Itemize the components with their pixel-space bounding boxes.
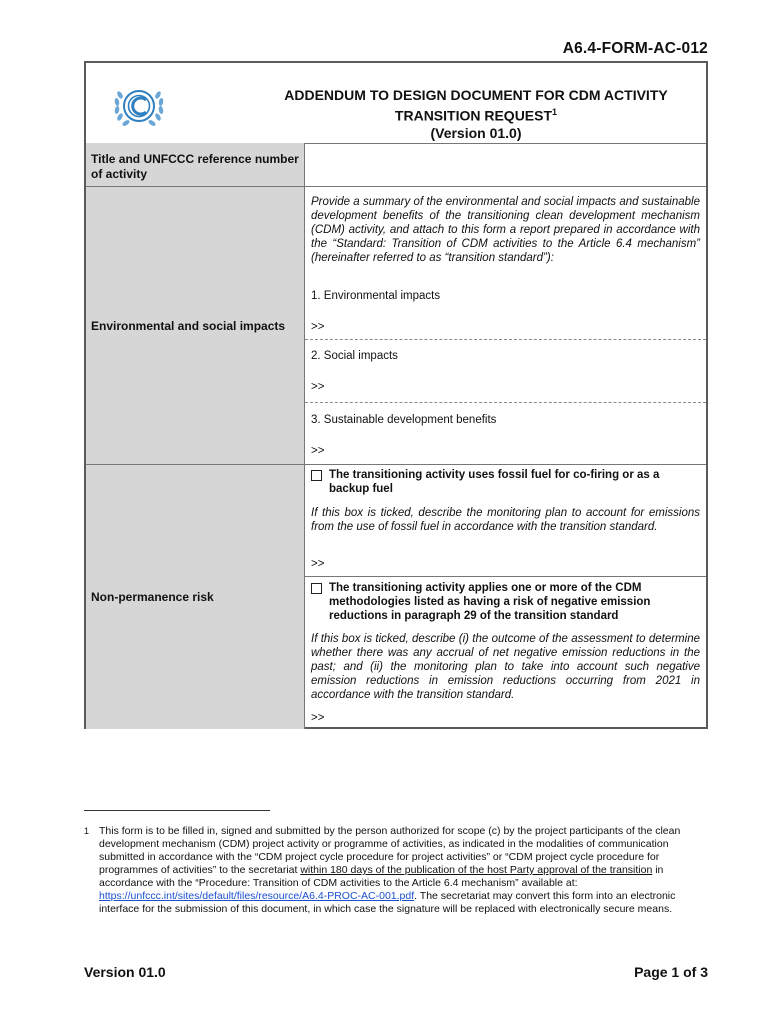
social-impacts-heading: 2. Social impacts xyxy=(311,350,398,362)
page-number: Page 1 of 3 xyxy=(634,964,708,980)
fossil-fuel-checkbox[interactable] xyxy=(311,470,322,481)
negative-emission-input[interactable]: >> xyxy=(311,712,325,724)
fossil-fuel-checkbox-label: The transitioning activity uses fossil fuel for co-firing or as a backup fuel xyxy=(329,469,660,495)
footnote-separator xyxy=(84,810,270,811)
sustainable-development-input[interactable]: >> xyxy=(311,445,325,457)
environmental-impacts-heading: 1. Environmental impacts xyxy=(311,290,441,302)
env-social-label-cell xyxy=(86,187,305,465)
form-version: (Version 01.0) xyxy=(430,124,522,141)
non-permanence-label-cell xyxy=(86,465,305,729)
title-ref-label-cell xyxy=(86,143,305,187)
separator xyxy=(305,402,706,403)
procedure-link[interactable]: https://unfccc.int/sites/default/files/resource/A6.4-PROC-AC-001.pdf xyxy=(99,890,415,902)
footnote-deadline: within 180 days of the publication of the host Party approval of the transition xyxy=(300,864,653,876)
form-title xyxy=(236,87,716,142)
separator xyxy=(305,339,706,340)
sustainable-development-heading: 3. Sustainable development benefits xyxy=(311,414,497,426)
negative-emission-option xyxy=(311,581,700,623)
title-ref-input[interactable] xyxy=(305,143,706,187)
negative-emission-checkbox[interactable] xyxy=(311,583,322,594)
title-line-1: ADDENDUM TO DESIGN DOCUMENT FOR CDM ACTIVITY xyxy=(284,87,668,103)
env-social-label: Environmental and social impacts xyxy=(91,319,286,333)
environmental-impacts-input[interactable]: >> xyxy=(311,321,325,333)
title-line-2: TRANSITION REQUEST xyxy=(394,107,553,124)
non-permanence-cell xyxy=(305,465,706,729)
addendum-form-table xyxy=(84,61,708,729)
footnote xyxy=(84,825,706,916)
fossil-fuel-option xyxy=(311,468,700,496)
negative-emission-checkbox-label: The transitioning activity applies one or more of the CDM methodologies listed as having a risk of negative emission reductions in paragraph 29 of the transition standard xyxy=(329,582,651,622)
form-header xyxy=(86,63,706,144)
social-impacts-input[interactable]: >> xyxy=(311,381,325,393)
negative-emission-instruction: If this box is ticked, describe (i) the outcome of the assessment to determine whether there was any accrual of net negative emission reductions in the past; and (ii) the monitoring plan to take into account such negative emission reductions in emission reductions occurring from 2021 in accordance with the transition standard. xyxy=(311,633,700,701)
env-social-instruction: Provide a summary of the environmental and social impacts and sustainable development benefits of the transitioning clean development mechanism (CDM) activity, and attach to this form a report prepared in accordance with the “Standard: Transition of CDM activities to the Article 6.4 mechanism” (hereinafter referred to as “transition standard”): xyxy=(311,196,700,264)
form-id: A6.4-FORM-AC-012 xyxy=(562,40,708,57)
separator xyxy=(305,576,706,577)
unfccc-logo-icon xyxy=(108,79,170,137)
non-permanence-label: Non-permanence risk xyxy=(91,590,214,604)
footnote-number: 1 xyxy=(84,826,90,836)
footnote-text: This form is to be filled in, signed and submitted by the person authorized for scope (c) by the project participants of the clean development mechanism (CDM) project activity or programme of activities, as indicated in the modalities of communication submitted in accordance with the “CDM project cycle procedure for project activities” or “CDM project cycle procedure for programmes of activities” to the secretariat within 180 days of the publication of the host Party approval of the transition in accordance with the “Procedure: Transition of CDM activities to the Article 6.4 mechanism” available at: https://unfccc.int/sites/default/files/resource/A6.4-PROC-AC-001.pdf. The secretariat may convert this form into an electronic interface for the submission of this document, in which case the signature will be replaced with electronically secure means. xyxy=(99,825,681,915)
env-social-cell xyxy=(305,187,706,465)
title-footnote-mark: 1 xyxy=(552,107,558,117)
fossil-fuel-input[interactable]: >> xyxy=(311,558,325,570)
title-ref-label: Title and UNFCCC reference number of activity xyxy=(91,152,299,181)
footer-version: Version 01.0 xyxy=(84,964,166,980)
fossil-fuel-instruction: If this box is ticked, describe the monitoring plan to account for emissions from the use of fossil fuel in accordance with the transition standard. xyxy=(311,507,700,533)
